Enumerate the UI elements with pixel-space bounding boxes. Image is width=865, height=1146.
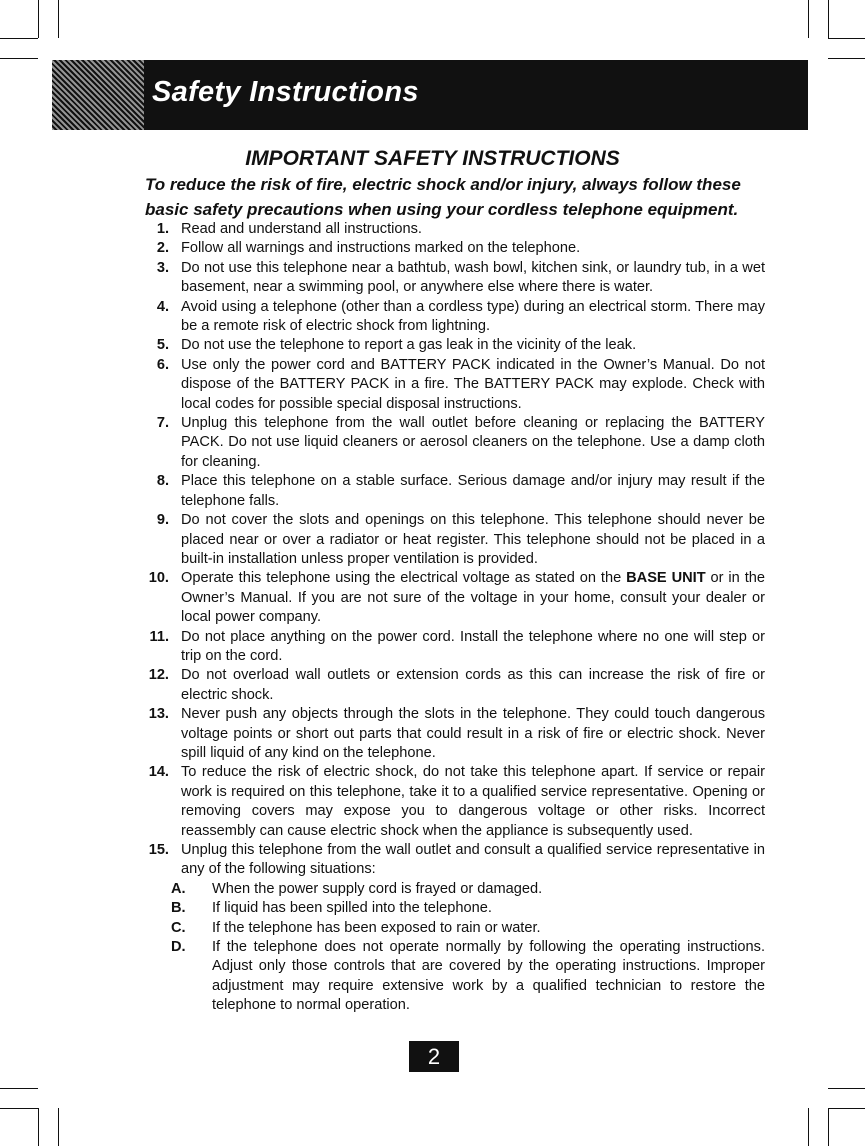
sub-item-text: When the power supply cord is frayed or damaged.: [212, 880, 543, 897]
crop-mark: [828, 58, 865, 59]
sub-item-letter: D.: [171, 939, 186, 956]
sub-item-letter: C.: [171, 919, 186, 936]
list-item: [140, 511, 765, 569]
list-item: [140, 472, 765, 511]
item-number: 8.: [156, 473, 169, 490]
item-text: Do not place anything on the power cord. Install the telephone where no one will step or trip on the cord.: [181, 628, 765, 664]
crop-mark: [0, 1088, 38, 1089]
item-text-part: or in the Owner’s Manual. If you are not sure of the voltage in your home, consult your dealer or local power company.: [181, 570, 765, 626]
item-number: 11.: [149, 628, 169, 645]
item-text: Read and understand all instructions.: [181, 221, 422, 237]
item-number: 15.: [148, 842, 169, 858]
sub-list-item: [140, 938, 765, 1016]
crop-mark: [828, 1108, 865, 1109]
item-number: 4.: [156, 298, 169, 315]
item-number: 10.: [148, 570, 169, 587]
section-banner: [52, 60, 808, 130]
sub-item-letter: B.: [171, 900, 186, 917]
list-item: [140, 628, 765, 667]
item-text: [181, 569, 765, 627]
item-number: 7.: [156, 415, 169, 432]
instruction-list: [140, 220, 765, 1016]
list-item: [140, 298, 765, 337]
item-number: 14.: [148, 764, 169, 781]
sub-item-text: If the telephone does not operate normally by following the operating instructions. Adjust only those controls that are covered by the operating instructions. Improper adjustment may require extensive work by a qualified technician to restore the telephone to normal operation.: [212, 939, 765, 1014]
sub-item-letter: A.: [171, 880, 186, 897]
sub-list-item: [140, 880, 765, 899]
sub-list-item: [140, 899, 765, 918]
list-item: [140, 763, 765, 841]
list-item: [140, 220, 765, 239]
section-title: Safety Instructions: [152, 76, 419, 108]
item-number: 6.: [156, 356, 169, 373]
list-item: [140, 666, 765, 705]
list-item: [140, 239, 765, 258]
list-item: [140, 841, 765, 880]
item-text: Do not overload wall outlets or extension cords as this can increase the risk of fire or electric shock.: [181, 667, 765, 703]
crop-mark: [38, 1108, 39, 1146]
item-text: Use only the power cord and BATTERY PACK indicated in the Owner’s Manual. Do not dispose of the BATTERY PACK in a fire. The BATTERY PACK may explode. Check with local codes for possible special disposal instructions.: [181, 356, 765, 412]
halftone-pattern: [52, 60, 144, 130]
sub-item-text: If liquid has been spilled into the telephone.: [212, 900, 492, 917]
item-number: 9.: [156, 512, 169, 529]
page-heading: IMPORTANT SAFETY INSTRUCTIONS: [245, 147, 620, 170]
item-text: Place this telephone on a stable surface. Serious damage and/or injury may result if the telephone falls.: [181, 473, 765, 509]
item-text-part: Operate this telephone using the electrical voltage as stated on the: [181, 570, 627, 587]
sub-list-item: [140, 919, 765, 938]
item-text: Do not use this telephone near a bathtub, wash bowl, kitchen sink, or laundry tub, in a wet basement, near a swimming pool, or anywhere else where there is water.: [181, 259, 765, 296]
item-text: Do not use the telephone to report a gas leak in the vicinity of the leak.: [181, 337, 637, 354]
crop-mark: [0, 58, 38, 59]
item-text: To reduce the risk of electric shock, do not take this telephone apart. If service or repair work is required on this telephone, take it to a qualified service representative. Opening or removing covers may expose you to dangerous voltage or other risks. Incorrect reassembly can cause electric shock when the appliance is subsequently used.: [181, 764, 765, 839]
list-item: [140, 259, 765, 298]
sub-item-text: If the telephone has been exposed to rain or water.: [212, 919, 541, 936]
crop-mark: [808, 1108, 809, 1146]
item-number: 1.: [156, 221, 169, 237]
item-number: 2.: [156, 240, 169, 257]
list-item: [140, 414, 765, 472]
item-number: 13.: [148, 706, 169, 723]
base-unit-label: BASE UNIT: [626, 570, 706, 587]
item-number: 5.: [156, 337, 169, 354]
item-number: 12.: [148, 667, 169, 684]
crop-mark: [38, 0, 39, 38]
list-item: [140, 356, 765, 414]
list-item: [140, 336, 765, 355]
list-item: [140, 569, 765, 627]
crop-mark: [828, 1088, 865, 1089]
item-number: 3.: [156, 259, 169, 276]
crop-mark: [828, 0, 829, 38]
item-text: Avoid using a telephone (other than a cordless type) during an electrical storm. There may be a remote risk of electric shock from lightning.: [181, 298, 765, 335]
crop-mark: [58, 0, 59, 38]
crop-mark: [808, 0, 809, 38]
crop-mark: [828, 1108, 829, 1146]
item-text: Follow all warnings and instructions marked on the telephone.: [181, 240, 581, 257]
crop-mark: [0, 38, 38, 39]
item-text: Unplug this telephone from the wall outlet and consult a qualified service representative in any of the following situations:: [181, 842, 765, 878]
item-text: Do not cover the slots and openings on this telephone. This telephone should never be placed near or over a radiator or heat register. This telephone should not be placed in a built-in installation unless proper ventilation is provided.: [181, 512, 765, 567]
item-text: Never push any objects through the slots in the telephone. They could touch dangerous voltage points or short out parts that could result in a risk of fire or electric shock. Never spill liquid of any kind on the telephone.: [181, 706, 765, 761]
crop-mark: [58, 1108, 59, 1146]
list-item: [140, 705, 765, 763]
intro-paragraph: To reduce the risk of fire, electric shock and/or injury, always follow these basic safety precautions when using your cordless telephone equipment.: [145, 175, 741, 219]
page-number: 2: [409, 1041, 459, 1072]
crop-mark: [828, 38, 865, 39]
item-text: Unplug this telephone from the wall outlet before cleaning or replacing the BATTERY PACK. Do not use liquid cleaners or aerosol cleaners on the telephone. Use a damp cloth for cleaning.: [181, 415, 765, 470]
crop-mark: [0, 1108, 38, 1109]
